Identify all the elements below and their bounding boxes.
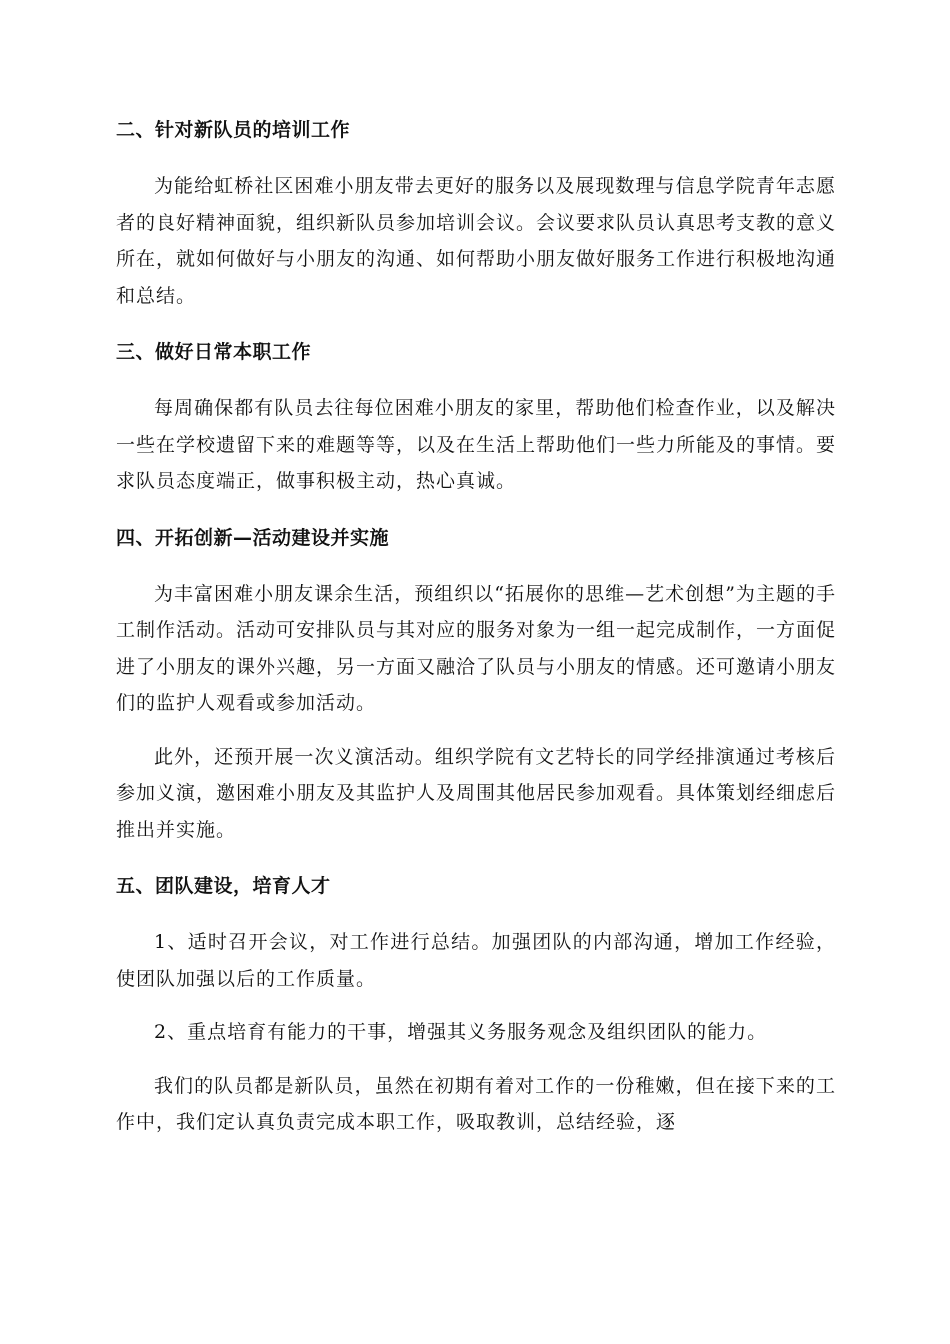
document-body: [116, 112, 836, 1141]
section-heading-innovation: 四、开拓创新—活动建设并实施: [116, 526, 390, 549]
paragraph-training: 为能给虹桥社区困难小朋友带去更好的服务以及展现数理与信息学院青年志愿者的良好精神面貌，组织新队员参加培训会议。会议要求队员认真思考支教的意义所在，就如何做好与小朋友的沟通、如何帮助小朋友做好服务工作进行积极地沟通和总结。: [116, 175, 837, 307]
paragraph-closing: 我们的队员都是新队员，虽然在初期有着对工作的一份稚嫩，但在接下来的工作中，我们定认真负责完成本职工作，吸取教训，总结经验，逐: [116, 1074, 836, 1133]
paragraph-meetings: 1、适时召开会议，对工作进行总结。加强团队的内部沟通，增加工作经验，使团队加强以后的工作质量。: [116, 931, 836, 990]
section-heading-team-building: 五、团队建设，培育人才: [116, 875, 331, 897]
section-heading-training: 二、针对新队员的培训工作: [116, 119, 351, 141]
paragraph-charity-show: 此外，还预开展一次义演活动。组织学院有文艺特长的同学经排演通过考核后参加义演，邀困难小朋友及其监护人及周围其他居民参加观看。具体策划经细虑后推出并实施。: [116, 745, 837, 841]
paragraph-cultivate-staff: 2、重点培育有能力的干事，增强其义务服务观念及组织团队的能力。: [154, 1021, 768, 1043]
paragraph-daily-work: 每周确保都有队员去往每位困难小朋友的家里，帮助他们检查作业，以及解决一些在学校遗留下来的难题等等，以及在生活上帮助他们一些力所能及的事情。要求队员态度端正，做事积极主动，热心真诚。: [116, 397, 837, 492]
section-heading-daily-work: 三、做好日常本职工作: [116, 341, 312, 363]
paragraph-craft-activity: 为丰富困难小朋友课余生活，预组织以“拓展你的思维—艺术创想”为主题的手工制作活动。活动可安排队员与其对应的服务对象为一组一起完成制作，一方面促进了小朋友的课外兴趣，另一方面又融洽了队员与小朋友的情感。还可邀请小朋友们的监护人观看或参加活动。: [116, 582, 837, 714]
